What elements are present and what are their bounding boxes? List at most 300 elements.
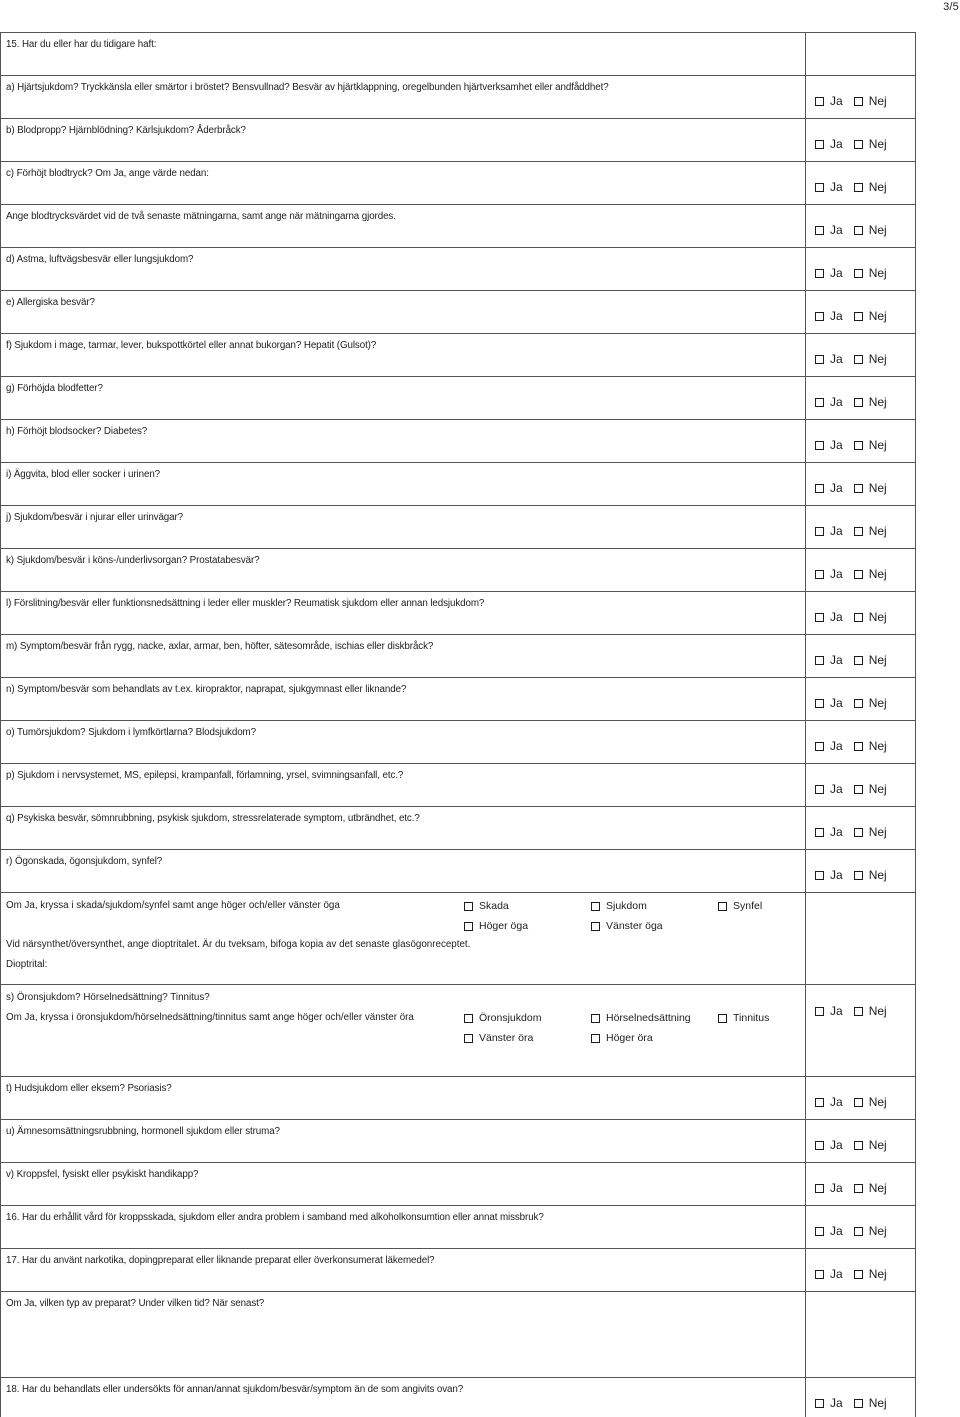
yes-no-group [815,1267,898,1281]
no-checkbox[interactable] [854,1399,863,1408]
no-checkbox[interactable] [854,484,863,493]
yes-no-group [815,438,898,452]
question-text: f) Sjukdom i mage, tarmar, lever, bukspottkörtel eller annat bukorgan? Hepatit (Gulsot)? [6,340,377,351]
no-option-question-item2-0[interactable] [854,1095,887,1109]
yes-checkbox[interactable] [815,1098,824,1107]
yes-label: Ja [830,137,843,151]
yes-label: Ja [830,309,843,323]
yes-option-question-item-16[interactable] [815,782,843,796]
question-item-14 [0,678,916,721]
yes-option-question-item-14[interactable] [815,696,843,710]
no-label: Nej [868,180,887,194]
yes-checkbox[interactable] [815,226,824,235]
yes-option-question-item-18[interactable] [815,868,843,882]
yes-checkbox[interactable] [815,183,824,192]
yes-option-question-item-11[interactable] [815,567,843,581]
no-option-question-item-7[interactable] [854,395,887,409]
answer-cell [805,1206,916,1248]
eye-instruction: Om Ja, kryssa i skada/sjukdom/synfel samt ange höger och/eller vänster öga [6,900,340,911]
yes-label: Ja [830,825,843,839]
no-option-question-item2-1[interactable] [854,1138,887,1152]
choice-label: Synfel [733,900,763,912]
answer-cell [805,377,916,419]
answer-cell [805,893,916,984]
checkbox[interactable] [718,902,727,911]
yes-option-question-item-10[interactable] [815,524,843,538]
no-checkbox[interactable] [854,398,863,407]
no-option-question-item-16[interactable] [854,782,887,796]
no-option-question-item-0[interactable] [854,94,887,108]
no-option-ear-row[interactable] [854,1004,887,1018]
question-item-0 [0,76,916,119]
question-text: h) Förhöjt blodsocker? Diabetes? [6,426,148,437]
yes-no-group [815,782,898,796]
no-label: Nej [868,868,887,882]
yes-label: Ja [830,180,843,194]
no-option-question-item-5[interactable] [854,309,887,323]
no-checkbox[interactable] [854,355,863,364]
no-option-question-item2-4[interactable] [854,1267,887,1281]
ear-option-left[interactable] [464,1032,533,1044]
yes-checkbox[interactable] [815,97,824,106]
no-option-question-item-18[interactable] [854,868,887,882]
choice-label: Vänster öra [479,1032,534,1044]
yes-option-question-item-9[interactable] [815,481,843,495]
ear-instruction: Om Ja, kryssa i öronsjukdom/hörselnedsättning/tinnitus samt ange höger och/eller vänster öra [6,1012,414,1023]
answer-cell [805,506,916,548]
no-option-question-item-2[interactable] [854,180,887,194]
yes-no-group [815,868,898,882]
yes-checkbox[interactable] [815,527,824,536]
yes-label: Ja [830,1004,843,1018]
answer-cell [805,592,916,634]
question-text: 18. Har du behandlats eller undersökts för annan/annat sjukdom/besvär/symptom än de som angivits ovan? [6,1384,464,1395]
question-text: Om Ja, vilken typ av preparat? Under vilken tid? När senast? [6,1298,265,1309]
choice-label: Öronsjukdom [479,1012,542,1024]
answer-cell [805,119,916,161]
yes-label: Ja [830,1095,843,1109]
yes-option-question-item2-1[interactable] [815,1138,843,1152]
no-option-question-item-10[interactable] [854,524,887,538]
no-label: Nej [868,94,887,108]
yes-option-question-item-3[interactable] [815,223,843,237]
yes-no-group [815,610,898,624]
yes-label: Ja [830,653,843,667]
question-item-11 [0,549,916,592]
question-item-17 [0,807,916,850]
answer-cell [805,205,916,247]
answer-cell [805,1077,916,1119]
yes-checkbox[interactable] [815,1141,824,1150]
eye-option-vision-defect[interactable] [718,900,762,912]
answer-cell [805,1163,916,1205]
yes-checkbox[interactable] [815,1007,824,1016]
yes-no-group [815,352,898,366]
no-option-question-item-14[interactable] [854,696,887,710]
yes-option-question-item-6[interactable] [815,352,843,366]
yes-checkbox[interactable] [815,441,824,450]
question-text: 17. Har du använt narkotika, dopingpreparat eller liknande preparat eller överkonsumerat läkemedel? [6,1255,435,1266]
no-checkbox[interactable] [854,828,863,837]
yes-option-question-item2-2[interactable] [815,1181,843,1195]
question-item2-0 [0,1077,916,1120]
yes-no-group [815,180,898,194]
yes-no-group [815,309,898,323]
answer-cell [805,1378,916,1417]
no-label: Nej [868,567,887,581]
question-text: g) Förhöjda blodfetter? [6,383,103,394]
no-option-question-item-4[interactable] [854,266,887,280]
question-item-10 [0,506,916,549]
checkbox[interactable] [591,1014,600,1023]
no-option-question-item2-3[interactable] [854,1224,887,1238]
question-text: Ange blodtrycksvärdet vid de två senaste mätningarna, samt ange när mätningarna gjordes. [6,211,396,222]
no-checkbox[interactable] [854,785,863,794]
answer-cell [805,248,916,290]
question-item-6 [0,334,916,377]
no-checkbox[interactable] [854,570,863,579]
no-label: Nej [868,1396,887,1410]
yes-no-group [815,1004,898,1018]
answer-cell [805,463,916,505]
yes-label: Ja [830,567,843,581]
yes-checkbox[interactable] [815,1270,824,1279]
no-option-question-item-6[interactable] [854,352,887,366]
question-text: q) Psykiska besvär, sömnrubbning, psykisk sjukdom, stressrelaterade symptom, utbrändhet, etc.? [6,813,420,824]
no-checkbox[interactable] [854,742,863,751]
no-checkbox[interactable] [854,1141,863,1150]
yes-no-group [815,137,898,151]
health-questionnaire-table [0,32,916,1417]
answer-cell [805,1292,916,1377]
question-text: e) Allergiska besvär? [6,297,95,308]
yes-no-group [815,1138,898,1152]
question-text: k) Sjukdom/besvär i köns-/underlivsorgan? Prostatabesvär? [6,555,260,566]
no-label: Nej [868,352,887,366]
no-checkbox[interactable] [854,871,863,880]
no-checkbox[interactable] [854,1007,863,1016]
answer-cell [805,1249,916,1291]
choice-label: Höger öra [606,1032,653,1044]
no-checkbox[interactable] [854,183,863,192]
no-checkbox[interactable] [854,312,863,321]
yes-no-group [815,395,898,409]
yes-checkbox[interactable] [815,1184,824,1193]
question-item-18 [0,850,916,893]
answer-cell [805,549,916,591]
no-label: Nej [868,137,887,151]
yes-no-group [815,1095,898,1109]
yes-label: Ja [830,1267,843,1281]
yes-option-question-item2-0[interactable] [815,1095,843,1109]
answer-cell [805,33,916,75]
question-item-8 [0,420,916,463]
ear-option-hearing-loss[interactable] [591,1012,691,1024]
yes-label: Ja [830,481,843,495]
yes-label: Ja [830,696,843,710]
no-label: Nej [868,395,887,409]
yes-option-question-item-2[interactable] [815,180,843,194]
no-label: Nej [868,1267,887,1281]
question-text: n) Symptom/besvär som behandlats av t.ex. kiropraktor, naprapat, sjukgymnast eller liknande? [6,684,407,695]
no-option-question-item-11[interactable] [854,567,887,581]
question-text: l) Förslitning/besvär eller funktionsnedsättning i leder eller muskler? Reumatisk sjukdom eller annan ledsjukdom? [6,598,485,609]
ear-row [0,985,916,1077]
no-option-question-18[interactable] [854,1396,887,1410]
no-option-question-item-1[interactable] [854,137,887,151]
yes-label: Ja [830,395,843,409]
question-text: r) Ögonskada, ögonsjukdom, synfel? [6,856,163,867]
answer-cell [805,1120,916,1162]
question-text: i) Äggvita, blod eller socker i urinen? [6,469,161,480]
eye-option-right[interactable] [464,920,528,932]
yes-no-group [815,266,898,280]
yes-checkbox[interactable] [815,484,824,493]
no-checkbox[interactable] [854,1270,863,1279]
page-number: 3/5 [943,1,959,13]
yes-label: Ja [830,352,843,366]
checkbox[interactable] [464,1014,473,1023]
no-checkbox[interactable] [854,269,863,278]
no-checkbox[interactable] [854,441,863,450]
no-option-question-item-3[interactable] [854,223,887,237]
question-item-16 [0,764,916,807]
no-label: Nej [868,266,887,280]
no-label: Nej [868,825,887,839]
no-checkbox[interactable] [854,140,863,149]
yes-option-question-item-13[interactable] [815,653,843,667]
diopter-label: Dioptrital: [6,959,48,970]
choice-label: Sjukdom [606,900,647,912]
question-text: p) Sjukdom i nervsystemet, MS, epilepsi, krampanfall, förlamning, yrsel, svimningsanfall, etc.? [6,770,404,781]
yes-label: Ja [830,1224,843,1238]
no-checkbox[interactable] [854,613,863,622]
yes-option-question-item-5[interactable] [815,309,843,323]
answer-cell [805,334,916,376]
yes-label: Ja [830,868,843,882]
question-18 [0,1378,916,1417]
yes-checkbox[interactable] [815,570,824,579]
yes-no-group [815,223,898,237]
yes-label: Ja [830,739,843,753]
no-label: Nej [868,696,887,710]
yes-option-question-item-1[interactable] [815,137,843,151]
yes-label: Ja [830,782,843,796]
choice-label: Hörselnedsättning [606,1012,691,1024]
question-text: b) Blodpropp? Hjärnblödning? Kärlsjukdom? Åderbråck? [6,125,246,136]
checkbox[interactable] [591,922,600,931]
yes-no-group [815,481,898,495]
eye-option-injury[interactable] [464,900,509,912]
yes-label: Ja [830,610,843,624]
yes-label: Ja [830,94,843,108]
no-checkbox[interactable] [854,1098,863,1107]
yes-checkbox[interactable] [815,355,824,364]
answer-cell [805,291,916,333]
answer-cell [805,420,916,462]
no-label: Nej [868,1138,887,1152]
no-checkbox[interactable] [854,97,863,106]
question-text: c) Förhöjt blodtryck? Om Ja, ange värde nedan: [6,168,209,179]
yes-checkbox[interactable] [815,871,824,880]
no-option-question-item2-2[interactable] [854,1181,887,1195]
answer-cell [805,807,916,849]
eye-details-row [0,893,916,985]
yes-checkbox[interactable] [815,1227,824,1236]
no-label: Nej [868,1004,887,1018]
checkbox[interactable] [464,922,473,931]
yes-no-group [815,825,898,839]
checkbox[interactable] [718,1014,727,1023]
yes-no-group [815,567,898,581]
choice-label: Höger öga [479,920,529,932]
yes-label: Ja [830,266,843,280]
yes-checkbox[interactable] [815,1399,824,1408]
no-checkbox[interactable] [854,1227,863,1236]
question-item-15 [0,721,916,764]
question-text: d) Astma, luftvägsbesvär eller lungsjukdom? [6,254,194,265]
no-label: Nej [868,1095,887,1109]
yes-no-group [815,1396,898,1410]
yes-checkbox[interactable] [815,269,824,278]
yes-no-group [815,524,898,538]
yes-option-question-item-12[interactable] [815,610,843,624]
yes-option-question-18[interactable] [815,1396,843,1410]
no-option-question-item-17[interactable] [854,825,887,839]
no-label: Nej [868,223,887,237]
no-label: Nej [868,653,887,667]
question-item2-4 [0,1249,916,1292]
no-label: Nej [868,438,887,452]
question-item-12 [0,592,916,635]
yes-checkbox[interactable] [815,699,824,708]
no-label: Nej [868,1181,887,1195]
no-option-question-item-12[interactable] [854,610,887,624]
no-checkbox[interactable] [854,226,863,235]
no-label: Nej [868,481,887,495]
no-checkbox[interactable] [854,656,863,665]
eye-option-left[interactable] [591,920,663,932]
yes-option-question-item-0[interactable] [815,94,843,108]
question-text: u) Ämnesomsättningsrubbning, hormonell sjukdom eller struma? [6,1126,280,1137]
no-option-question-item-15[interactable] [854,739,887,753]
yes-no-group [815,1181,898,1195]
yes-option-question-item2-3[interactable] [815,1224,843,1238]
yes-checkbox[interactable] [815,140,824,149]
yes-option-question-item-7[interactable] [815,395,843,409]
question-item-9 [0,463,916,506]
choice-label: Vänster öga [606,920,663,932]
question-text: 15. Har du eller har du tidigare haft: [6,39,157,50]
question-text: 16. Har du erhållit vård för kroppsskada, sjukdom eller andra problem i samband med alkoholkonsumtion eller annat missbruk? [6,1212,544,1223]
no-checkbox[interactable] [854,1184,863,1193]
question-item-7 [0,377,916,420]
question-item2-3 [0,1206,916,1249]
answer-cell [805,678,916,720]
no-label: Nej [868,739,887,753]
yes-option-question-item-4[interactable] [815,266,843,280]
question-item-1 [0,119,916,162]
yes-checkbox[interactable] [815,656,824,665]
checkbox[interactable] [591,1034,600,1043]
question-text: t) Hudsjukdom eller eksem? Psoriasis? [6,1083,172,1094]
checkbox[interactable] [464,902,473,911]
checkbox[interactable] [591,902,600,911]
eye-option-disease[interactable] [591,900,647,912]
question-item-5 [0,291,916,334]
yes-checkbox[interactable] [815,742,824,751]
yes-no-group [815,696,898,710]
no-label: Nej [868,309,887,323]
question-text: m) Symptom/besvär från rygg, nacke, axlar, armar, ben, höfter, sätesområde, ischias eller diskbråck? [6,641,434,652]
question-text: o) Tumörsjukdom? Sjukdom i lymfkörtlarna? Blodsjukdom? [6,727,256,738]
choice-label: Skada [479,900,509,912]
yes-option-question-item-15[interactable] [815,739,843,753]
answer-cell [805,764,916,806]
yes-checkbox[interactable] [815,828,824,837]
yes-no-group [815,94,898,108]
no-label: Nej [868,1224,887,1238]
ear-option-right[interactable] [591,1032,653,1044]
yes-checkbox[interactable] [815,398,824,407]
question-17-followup [0,1292,916,1378]
answer-cell [805,985,916,1076]
yes-option-question-item2-4[interactable] [815,1267,843,1281]
yes-label: Ja [830,1181,843,1195]
choice-label: Tinnitus [733,1012,770,1024]
yes-label: Ja [830,524,843,538]
yes-label: Ja [830,1138,843,1152]
no-option-question-item-8[interactable] [854,438,887,452]
yes-label: Ja [830,223,843,237]
yes-no-group [815,1224,898,1238]
no-checkbox[interactable] [854,699,863,708]
answer-cell [805,850,916,892]
question-item2-1 [0,1120,916,1163]
yes-option-question-item-17[interactable] [815,825,843,839]
question-15-title [0,33,916,76]
vision-note: Vid närsynthet/översynthet, ange dioptritalet. Är du tveksam, bifoga kopia av det senaste glasögonreceptet. [6,939,471,950]
yes-checkbox[interactable] [815,613,824,622]
no-label: Nej [868,610,887,624]
question-text: v) Kroppsfel, fysiskt eller psykiskt handikapp? [6,1169,199,1180]
yes-checkbox[interactable] [815,785,824,794]
ear-option-disease[interactable] [464,1012,541,1024]
no-option-question-item-9[interactable] [854,481,887,495]
answer-cell [805,162,916,204]
checkbox[interactable] [464,1034,473,1043]
question-item-2 [0,162,916,205]
no-option-question-item-13[interactable] [854,653,887,667]
no-checkbox[interactable] [854,527,863,536]
question-item-13 [0,635,916,678]
yes-label: Ja [830,438,843,452]
yes-no-group [815,739,898,753]
question-item-3 [0,205,916,248]
yes-option-question-item-8[interactable] [815,438,843,452]
question-item2-2 [0,1163,916,1206]
question-item-4 [0,248,916,291]
yes-label: Ja [830,1396,843,1410]
yes-checkbox[interactable] [815,312,824,321]
no-label: Nej [868,782,887,796]
question-text: j) Sjukdom/besvär i njurar eller urinvägar? [6,512,184,523]
yes-no-group [815,653,898,667]
ear-question: s) Öronsjukdom? Hörselnedsättning? Tinnitus? [6,992,210,1003]
answer-cell [805,721,916,763]
yes-option-ear-row[interactable] [815,1004,843,1018]
ear-option-tinnitus[interactable] [718,1012,769,1024]
